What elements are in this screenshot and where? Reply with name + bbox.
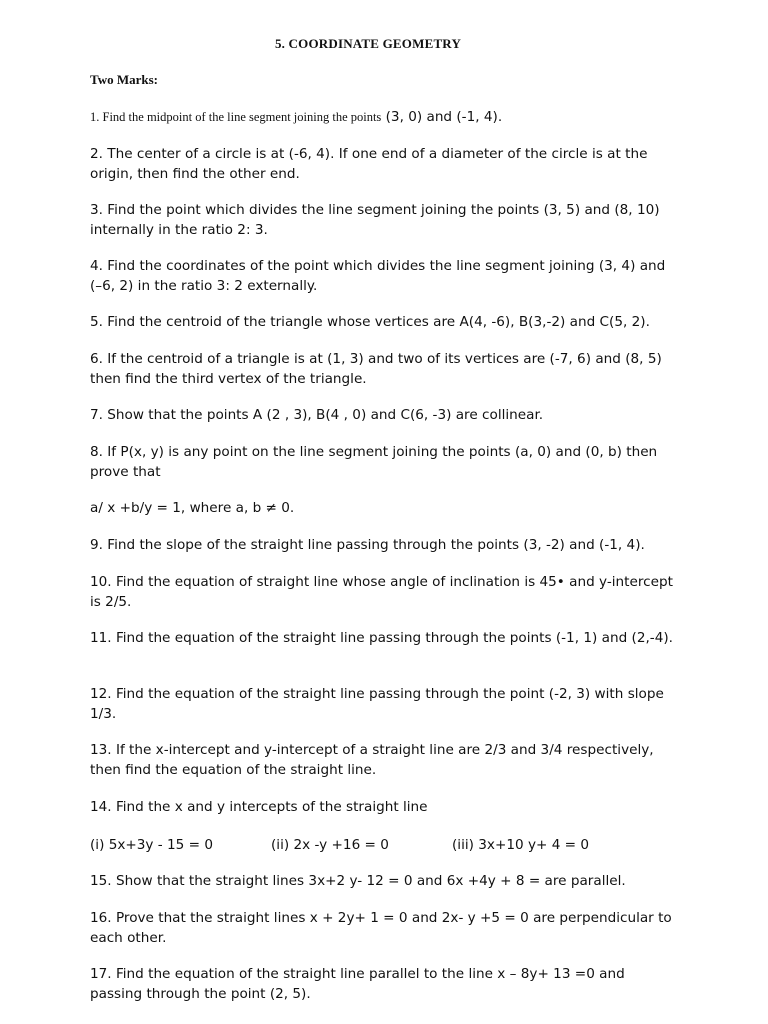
- question-9: 9. Find the slope of the straight line passing through the points (3, -2) and (-1, 4).: [90, 537, 645, 553]
- question-6: 6. If the centroid of a triangle is at (1, 3) and two of its vertices are (-7, 6) and (8, 5) then find the third vertex of the triangle.: [90, 351, 662, 387]
- question-14: 14. Find the x and y intercepts of the straight line: [90, 799, 428, 815]
- question-12: 12. Find the equation of the straight line passing through the point (-2, 3) with slope 1/3.: [90, 686, 664, 722]
- question-13: 13. If the x-intercept and y-intercept of a straight line are 2/3 and 3/4 respectively, then find the equation of the straight line.: [90, 742, 654, 778]
- page-title: 5. COORDINATE GEOMETRY: [274, 36, 462, 51]
- question-14-part-ii: (ii) 2x -y +16 = 0: [271, 837, 389, 853]
- question-17: 17. Find the equation of the straight line parallel to the line x – 8y+ 13 =0 and passing through the point (2, 5).: [90, 966, 625, 1002]
- question-7: 7. Show that the points A (2 , 3), B(4 , 0) and C(6, -3) are collinear.: [90, 407, 544, 423]
- question-3: 3. Find the point which divides the line segment joining the points (3, 5) and (8, 10) internally in the ratio 2: 3.: [90, 202, 660, 238]
- question-1-text-sans: (3, 0) and (-1, 4).: [381, 109, 503, 125]
- question-8: 8. If P(x, y) is any point on the line segment joining the points (a, 0) and (0, b) then prove that: [90, 444, 658, 480]
- question-16: 16. Prove that the straight lines x + 2y+ 1 = 0 and 2x- y +5 = 0 are perpendicular to each other.: [90, 910, 672, 946]
- question-14-part-i: (i) 5x+3y - 15 = 0: [90, 837, 214, 853]
- question-14-part-iii: (iii) 3x+10 y+ 4 = 0: [452, 837, 590, 853]
- question-15: 15. Show that the straight lines 3x+2 y- 12 = 0 and 6x +4y + 8 = are parallel.: [90, 873, 626, 889]
- question-8-equation: a/ x +b/y = 1, where a, b ≠ 0.: [90, 500, 295, 516]
- question-11: 11. Find the equation of the straight line passing through the points (-1, 1) and (2,-4).: [90, 630, 673, 646]
- question-1: [90, 108, 680, 128]
- question-10: 10. Find the equation of straight line whose angle of inclination is 45• and y-intercept is 2/5.: [90, 574, 673, 610]
- question-2: 2. The center of a circle is at (-6, 4). If one end of a diameter of the circle is at the origin, then find the other end.: [90, 146, 648, 182]
- section-heading: Two Marks:: [90, 72, 159, 87]
- question-4: 4. Find the coordinates of the point which divides the line segment joining (3, 4) and (–6, 2) in the ratio 3: 2 externally.: [90, 258, 666, 294]
- question-1-text-serif: 1. Find the midpoint of the line segment joining the points: [90, 110, 382, 124]
- question-5: 5. Find the centroid of the triangle whose vertices are A(4, -6), B(3,-2) and C(5, 2).: [90, 314, 650, 330]
